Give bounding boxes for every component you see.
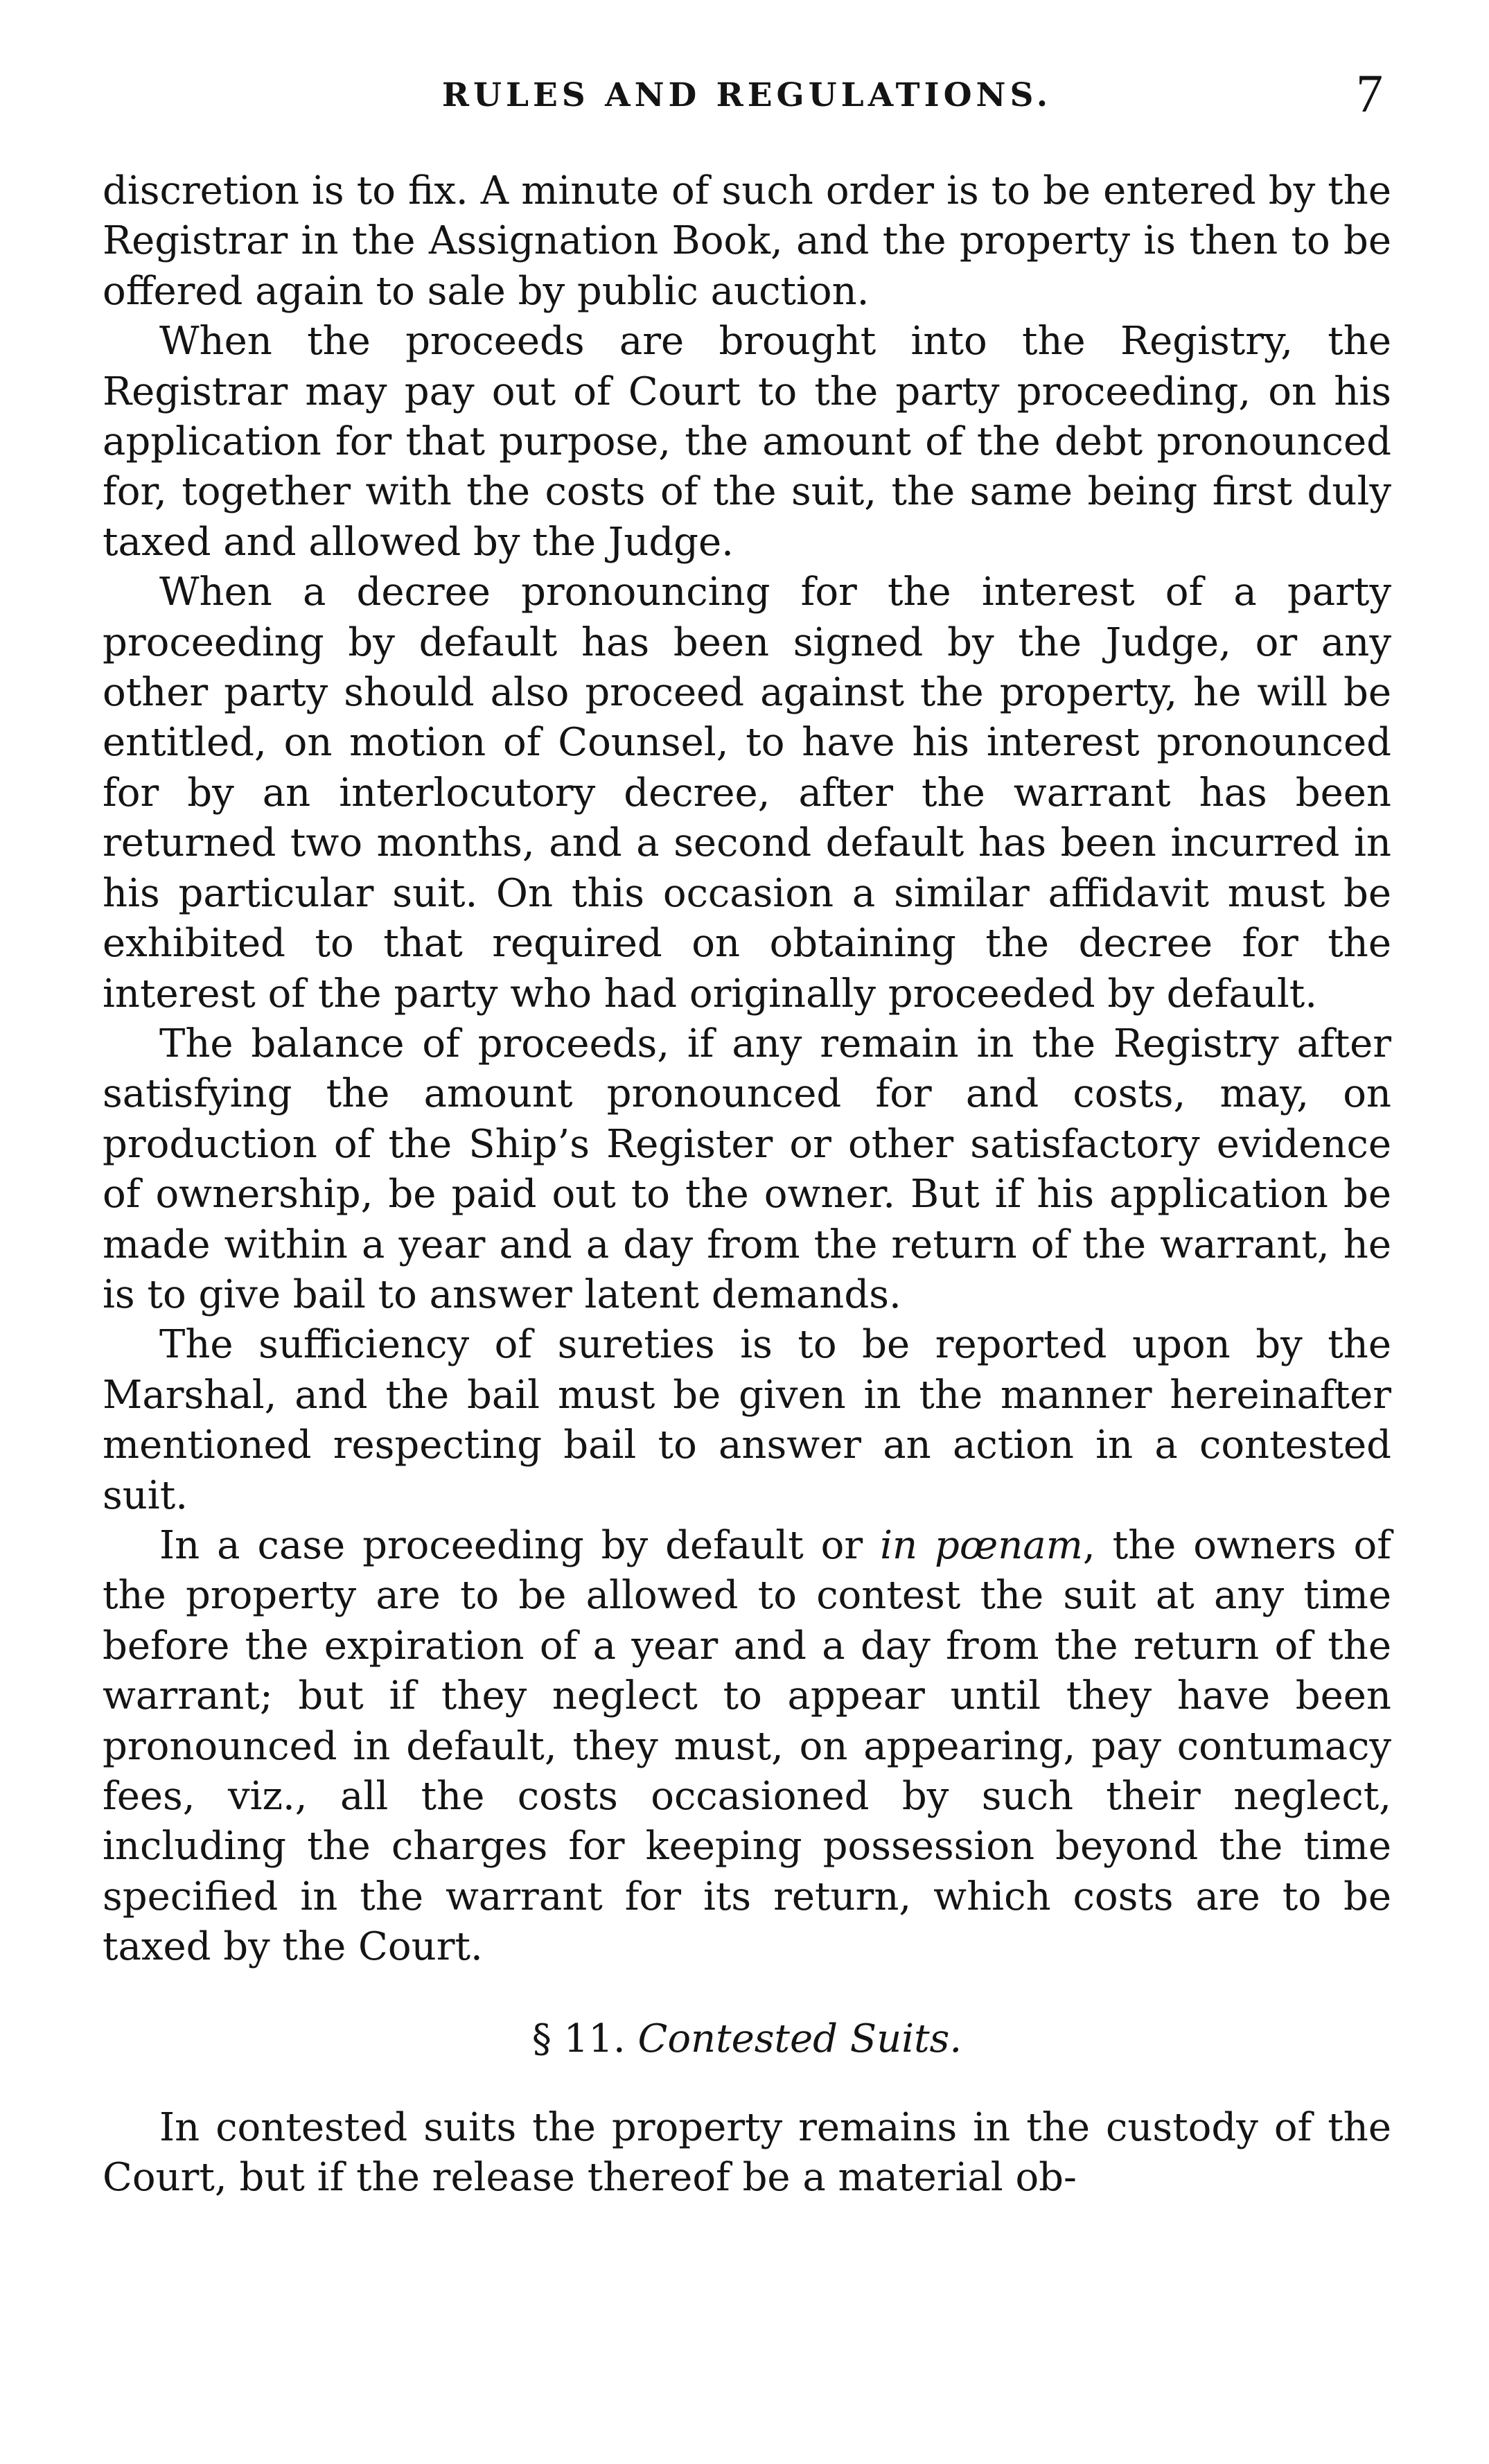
paragraph-interlocutory-decree: When a decree pronouncing for the interest of a party proceeding by default has been signed by the Judge, or any other party should also proceed against the property, he will be entitled, on motion of Counsel, to have his interest pronounced for by an interlocutory decree, after the warrant has been returned two months, and a second default has been incurred in his particular suit. On this occasion a similar affidavit must be exhibited to that required on obtaining the decree for the interest of the party who had originally proceeded by default. bbox=[103, 570, 1391, 1017]
book-page bbox=[103, 62, 1391, 2432]
page-number: 7 bbox=[1356, 63, 1383, 123]
paragraph-sureties: The sufficiency of sureties is to be reported upon by the Marshal, and the bail must be given in the manner hereinafter mentioned respecting bail to answer an action in a contested suit. bbox=[103, 1322, 1391, 1518]
running-head bbox=[103, 62, 1391, 139]
paragraph-contest-suit bbox=[103, 1521, 1391, 1973]
paragraph-text-before: In a case proceeding by default or bbox=[159, 1522, 881, 1568]
paragraph-continuation: discretion is to fix. A minute of such order is to be entered by the Registrar in the Assignation Book, and the property is then to be offered again to sale by public auction. bbox=[103, 168, 1391, 314]
paragraph-balance-of-proceeds: The balance of proceeds, if any remain in the Registry after satisfying the amount pronounced for and costs, may, on production of the Ship’s Register or other satisfactory evidence of ownership, be paid out to the owner. But if his application be made within a year and a day from the return of the warrant, he is to give bail to answer latent demands. bbox=[103, 1021, 1391, 1317]
paragraph-registry-proceeds: When the proceeds are brought into the Registry, the Registrar may pay out of Court to the party proceeding, on his application for that purpose, the amount of the debt pronounced for, together with the costs of the suit, the same being first duly taxed and allowed by the Judge. bbox=[103, 319, 1391, 565]
section-title: Contested Suits. bbox=[637, 2016, 962, 2061]
running-title: RULES AND REGULATIONS. bbox=[441, 76, 1052, 114]
paragraph-contested-suits: In contested suits the property remains in the custody of the Court, but if the release thereof be a material ob- bbox=[103, 2104, 1391, 2201]
latin-phrase: in pœnam bbox=[880, 1522, 1083, 1568]
section-number: § 11. bbox=[531, 2016, 626, 2061]
paragraph-text-after: , the owners of the property are to be allowed to contest the suit at any time before the expiration of a year and a day from the return of the warrant; but if they neglect to appear until they have been pronounced in default, they must, on appearing, pay contumacy fees, viz., all the costs occasioned by such their neglect, including the charges for keeping possession beyond the time specified in the warrant for its return, which costs are to be taxed by the Court. bbox=[103, 1522, 1391, 1970]
section-body bbox=[103, 2103, 1391, 2203]
section-heading bbox=[103, 2014, 1391, 2064]
body-text bbox=[103, 166, 1391, 1973]
